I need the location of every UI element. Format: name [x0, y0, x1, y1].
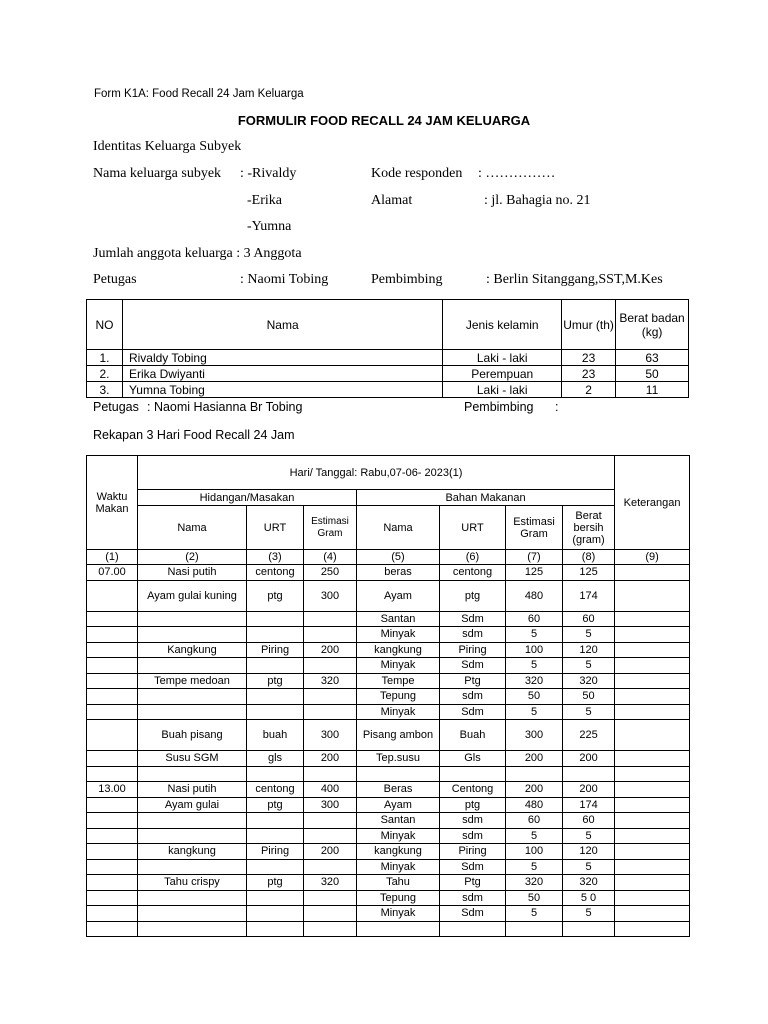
meal-time-cell: [87, 658, 138, 674]
recall-row: [87, 565, 690, 581]
members-table: [86, 299, 689, 398]
dish-estimate-cell: [304, 906, 357, 922]
respondent-code-value: : ……………: [478, 166, 556, 181]
dish-urt-cell: [247, 921, 304, 937]
notes-cell: [615, 766, 690, 782]
ingredient-urt-cell: ptg: [440, 580, 506, 611]
recall-row: [87, 890, 690, 906]
dish-urt-cell: Piring: [247, 642, 304, 658]
notes-cell: [615, 921, 690, 937]
recall-row: [87, 813, 690, 829]
ingredient-urt-cell: sdm: [440, 890, 506, 906]
header-ingredient-urt: URT: [440, 506, 506, 550]
dish-name-cell: [138, 906, 247, 922]
dish-urt-cell: [247, 704, 304, 720]
recap-title: Rekapan 3 Hari Food Recall 24 Jam: [93, 428, 295, 442]
ingredient-urt-cell: sdm: [440, 813, 506, 829]
header-dish-estimate: Estimasi Gram: [304, 506, 357, 550]
ingredient-net-weight-cell: 200: [563, 751, 615, 767]
member-weight: 50: [616, 366, 689, 382]
recall-row: [87, 642, 690, 658]
ingredient-urt-cell: Ptg: [440, 673, 506, 689]
notes-cell: [615, 875, 690, 891]
ingredient-estimate-cell: 50: [506, 890, 563, 906]
notes-cell: [615, 751, 690, 767]
recall-row: [87, 673, 690, 689]
dish-urt-cell: [247, 828, 304, 844]
notes-cell: [615, 890, 690, 906]
member-age: 23: [562, 366, 616, 382]
dish-name-cell: [138, 627, 247, 643]
ingredient-urt-cell: Piring: [440, 642, 506, 658]
meal-time-cell: [87, 890, 138, 906]
meal-time-cell: [87, 875, 138, 891]
ingredient-net-weight-cell: 174: [563, 580, 615, 611]
recall-row: [87, 751, 690, 767]
member-gender: Laki - laki: [443, 350, 562, 366]
dish-name-cell: Tempe medoan: [138, 673, 247, 689]
recall-row: [87, 766, 690, 782]
meal-time-cell: 07.00: [87, 565, 138, 581]
dish-name-cell: Kangkung: [138, 642, 247, 658]
dish-estimate-cell: [304, 828, 357, 844]
ingredient-estimate-cell: 480: [506, 580, 563, 611]
ingredient-estimate-cell: 50: [506, 689, 563, 705]
notes-cell: [615, 844, 690, 860]
notes-cell: [615, 611, 690, 627]
meal-time-cell: [87, 673, 138, 689]
column-number: (6): [440, 550, 506, 565]
header-name: Nama: [122, 300, 442, 350]
ingredient-urt-cell: Piring: [440, 844, 506, 860]
meal-time-cell: [87, 813, 138, 829]
notes-cell: [615, 627, 690, 643]
dish-name-cell: [138, 859, 247, 875]
ingredient-net-weight-cell: 50: [563, 689, 615, 705]
family-name-label: Nama keluarga subyek: [93, 166, 222, 181]
ingredient-estimate-cell: 125: [506, 565, 563, 581]
dish-name-cell: [138, 704, 247, 720]
ingredient-name-cell: kangkung: [357, 642, 440, 658]
ingredient-estimate-cell: 300: [506, 720, 563, 751]
ingredient-name-cell: Ayam: [357, 797, 440, 813]
ingredient-urt-cell: [440, 766, 506, 782]
notes-cell: [615, 642, 690, 658]
notes-cell: [615, 828, 690, 844]
notes-cell: [615, 704, 690, 720]
notes-cell: [615, 813, 690, 829]
member-count: Jumlah anggota keluarga : 3 Anggota: [93, 246, 302, 261]
member-no: 1.: [87, 350, 123, 366]
meal-time-cell: [87, 704, 138, 720]
ingredient-net-weight-cell: 125: [563, 565, 615, 581]
dish-estimate-cell: 300: [304, 797, 357, 813]
notes-cell: [615, 782, 690, 798]
meal-time-cell: [87, 828, 138, 844]
ingredient-name-cell: [357, 766, 440, 782]
ingredient-net-weight-cell: 200: [563, 782, 615, 798]
dish-name-cell: [138, 921, 247, 937]
ingredient-net-weight-cell: 320: [563, 875, 615, 891]
dish-urt-cell: Piring: [247, 844, 304, 860]
dish-urt-cell: buah: [247, 720, 304, 751]
ingredient-estimate-cell: [506, 921, 563, 937]
ingredient-urt-cell: Sdm: [440, 906, 506, 922]
dish-name-cell: Ayam gulai kuning: [138, 580, 247, 611]
ingredient-estimate-cell: 5: [506, 906, 563, 922]
officer-line-supervisor-value: :: [555, 400, 559, 414]
column-number: (8): [563, 550, 615, 565]
column-number: (3): [247, 550, 304, 565]
identity-heading: Identitas Keluarga Subyek: [93, 139, 242, 154]
dish-urt-cell: [247, 766, 304, 782]
ingredient-estimate-cell: 5: [506, 859, 563, 875]
ingredient-urt-cell: Buah: [440, 720, 506, 751]
notes-cell: [615, 720, 690, 751]
ingredient-estimate-cell: 200: [506, 751, 563, 767]
ingredient-urt-cell: Gls: [440, 751, 506, 767]
ingredient-net-weight-cell: [563, 766, 615, 782]
meal-time-cell: [87, 627, 138, 643]
ingredient-urt-cell: Sdm: [440, 704, 506, 720]
meal-time-cell: [87, 921, 138, 937]
ingredient-urt-cell: Sdm: [440, 859, 506, 875]
recall-row: [87, 689, 690, 705]
dish-urt-cell: ptg: [247, 580, 304, 611]
dish-estimate-cell: [304, 627, 357, 643]
ingredient-estimate-cell: 5: [506, 704, 563, 720]
member-row: [87, 366, 689, 382]
header-time: Waktu Makan: [87, 456, 138, 550]
dish-estimate-cell: 400: [304, 782, 357, 798]
meal-time-cell: [87, 859, 138, 875]
ingredient-net-weight-cell: 120: [563, 642, 615, 658]
ingredient-name-cell: Santan: [357, 813, 440, 829]
address-label: Alamat: [371, 193, 413, 208]
dish-urt-cell: ptg: [247, 673, 304, 689]
dish-estimate-cell: 300: [304, 720, 357, 751]
column-number: (9): [615, 550, 690, 565]
family-name-1: : -Rivaldy: [240, 166, 297, 181]
header-no: NO: [87, 300, 123, 350]
dish-name-cell: Susu SGM: [138, 751, 247, 767]
dish-estimate-cell: 200: [304, 751, 357, 767]
recall-row: [87, 627, 690, 643]
ingredient-name-cell: Minyak: [357, 859, 440, 875]
ingredient-estimate-cell: 100: [506, 642, 563, 658]
notes-cell: [615, 580, 690, 611]
dish-estimate-cell: 200: [304, 844, 357, 860]
ingredient-urt-cell: Sdm: [440, 658, 506, 674]
meal-time-cell: [87, 844, 138, 860]
officer-line-supervisor-label: Pembimbing: [464, 400, 534, 414]
ingredient-name-cell: Santan: [357, 611, 440, 627]
document-title: FORMULIR FOOD RECALL 24 JAM KELUARGA: [237, 113, 531, 128]
dish-estimate-cell: [304, 890, 357, 906]
dish-urt-cell: gls: [247, 751, 304, 767]
officer-value: : Naomi Tobing: [240, 272, 329, 287]
dish-name-cell: [138, 828, 247, 844]
header-weight: Berat badan (kg): [616, 300, 689, 350]
notes-cell: [615, 689, 690, 705]
dish-estimate-cell: 250: [304, 565, 357, 581]
recall-row: [87, 797, 690, 813]
dish-estimate-cell: [304, 859, 357, 875]
meal-time-cell: [87, 720, 138, 751]
dish-estimate-cell: [304, 813, 357, 829]
header-dish-name: Nama: [138, 506, 247, 550]
dish-estimate-cell: [304, 689, 357, 705]
ingredient-net-weight-cell: 60: [563, 611, 615, 627]
ingredient-urt-cell: centong: [440, 565, 506, 581]
recall-row: [87, 844, 690, 860]
ingredient-estimate-cell: 320: [506, 875, 563, 891]
ingredient-name-cell: Minyak: [357, 658, 440, 674]
dish-urt-cell: [247, 658, 304, 674]
meal-time-cell: [87, 751, 138, 767]
ingredient-urt-cell: sdm: [440, 689, 506, 705]
header-gender: Jenis kelamin: [443, 300, 562, 350]
recall-row: [87, 704, 690, 720]
member-gender: Laki - laki: [443, 382, 562, 398]
meal-time-cell: 13.00: [87, 782, 138, 798]
member-age: 23: [562, 350, 616, 366]
ingredient-net-weight-cell: 5: [563, 828, 615, 844]
dish-urt-cell: [247, 859, 304, 875]
dish-estimate-cell: 300: [304, 580, 357, 611]
header-ingredient-net-weight: Berat bersih (gram): [563, 506, 615, 550]
ingredient-net-weight-cell: 174: [563, 797, 615, 813]
column-number: (5): [357, 550, 440, 565]
dish-name-cell: Tahu crispy: [138, 875, 247, 891]
family-name-2: -Erika: [247, 193, 282, 208]
ingredient-estimate-cell: 480: [506, 797, 563, 813]
header-ingredient-name: Nama: [357, 506, 440, 550]
ingredient-name-cell: kangkung: [357, 844, 440, 860]
dish-urt-cell: ptg: [247, 797, 304, 813]
member-no: 2.: [87, 366, 123, 382]
dish-name-cell: Buah pisang: [138, 720, 247, 751]
dish-urt-cell: [247, 890, 304, 906]
member-age: 2: [562, 382, 616, 398]
recall-row: [87, 720, 690, 751]
header-notes: Keterangan: [615, 456, 690, 550]
ingredient-urt-cell: Sdm: [440, 611, 506, 627]
meal-time-cell: [87, 797, 138, 813]
dish-estimate-cell: 200: [304, 642, 357, 658]
notes-cell: [615, 797, 690, 813]
ingredient-name-cell: Tep.susu: [357, 751, 440, 767]
notes-cell: [615, 673, 690, 689]
ingredient-net-weight-cell: [563, 921, 615, 937]
ingredient-name-cell: Ayam: [357, 580, 440, 611]
header-ingredient-group: Bahan Makanan: [357, 490, 615, 506]
dish-estimate-cell: [304, 611, 357, 627]
ingredient-net-weight-cell: 5: [563, 627, 615, 643]
dish-estimate-cell: 320: [304, 875, 357, 891]
dish-estimate-cell: 320: [304, 673, 357, 689]
recall-row: [87, 828, 690, 844]
ingredient-urt-cell: ptg: [440, 797, 506, 813]
dish-urt-cell: ptg: [247, 875, 304, 891]
dish-name-cell: [138, 890, 247, 906]
officer-line-label: Petugas: [93, 400, 139, 414]
header-day: Hari/ Tanggal: Rabu,07-06- 2023(1): [138, 456, 615, 490]
dish-urt-cell: [247, 906, 304, 922]
ingredient-net-weight-cell: 5 0: [563, 890, 615, 906]
dish-estimate-cell: [304, 658, 357, 674]
dish-urt-cell: [247, 813, 304, 829]
dish-urt-cell: [247, 627, 304, 643]
notes-cell: [615, 658, 690, 674]
dish-name-cell: [138, 813, 247, 829]
header-ingredient-estimate: Estimasi Gram: [506, 506, 563, 550]
header-dish-group: Hidangan/Masakan: [138, 490, 357, 506]
dish-name-cell: kangkung: [138, 844, 247, 860]
recall-row: [87, 782, 690, 798]
dish-name-cell: Nasi putih: [138, 565, 247, 581]
recall-row: [87, 875, 690, 891]
ingredient-estimate-cell: 100: [506, 844, 563, 860]
member-no: 3.: [87, 382, 123, 398]
ingredient-estimate-cell: 5: [506, 658, 563, 674]
ingredient-net-weight-cell: 5: [563, 859, 615, 875]
ingredient-estimate-cell: 320: [506, 673, 563, 689]
member-gender: Perempuan: [443, 366, 562, 382]
ingredient-name-cell: Beras: [357, 782, 440, 798]
ingredient-urt-cell: Ptg: [440, 875, 506, 891]
recall-row: [87, 580, 690, 611]
supervisor-value: : Berlin Sitanggang,SST,M.Kes: [486, 272, 663, 287]
member-name: Yumna Tobing: [122, 382, 442, 398]
recall-row: [87, 658, 690, 674]
ingredient-name-cell: Minyak: [357, 627, 440, 643]
recall-row: [87, 611, 690, 627]
member-name: Erika Dwiyanti: [122, 366, 442, 382]
ingredient-net-weight-cell: 5: [563, 906, 615, 922]
respondent-code-label: Kode responden: [371, 166, 463, 181]
ingredient-name-cell: Minyak: [357, 704, 440, 720]
dish-urt-cell: [247, 689, 304, 705]
dish-urt-cell: centong: [247, 782, 304, 798]
dish-name-cell: Ayam gulai: [138, 797, 247, 813]
officer-label: Petugas: [93, 272, 137, 287]
dish-urt-cell: [247, 611, 304, 627]
recall-row: [87, 921, 690, 937]
ingredient-estimate-cell: 5: [506, 627, 563, 643]
header-age: Umur (th): [562, 300, 616, 350]
ingredient-urt-cell: sdm: [440, 828, 506, 844]
notes-cell: [615, 859, 690, 875]
header-dish-urt: URT: [247, 506, 304, 550]
ingredient-net-weight-cell: 5: [563, 658, 615, 674]
column-number: (2): [138, 550, 247, 565]
ingredient-urt-cell: sdm: [440, 627, 506, 643]
form-code: Form K1A: Food Recall 24 Jam Keluarga: [94, 88, 304, 100]
member-row: [87, 350, 689, 366]
member-weight: 11: [616, 382, 689, 398]
supervisor-label: Pembimbing: [371, 272, 443, 287]
member-name: Rivaldy Tobing: [122, 350, 442, 366]
ingredient-net-weight-cell: 225: [563, 720, 615, 751]
notes-cell: [615, 565, 690, 581]
ingredient-name-cell: Tepung: [357, 689, 440, 705]
ingredient-name-cell: Minyak: [357, 906, 440, 922]
member-weight: 63: [616, 350, 689, 366]
ingredient-net-weight-cell: 320: [563, 673, 615, 689]
column-number: (1): [87, 550, 138, 565]
ingredient-urt-cell: Centong: [440, 782, 506, 798]
meal-time-cell: [87, 689, 138, 705]
ingredient-urt-cell: [440, 921, 506, 937]
member-row: [87, 382, 689, 398]
ingredient-estimate-cell: 200: [506, 782, 563, 798]
ingredient-net-weight-cell: 5: [563, 704, 615, 720]
ingredient-name-cell: Tahu: [357, 875, 440, 891]
column-number: (7): [506, 550, 563, 565]
ingredient-estimate-cell: [506, 766, 563, 782]
dish-name-cell: [138, 689, 247, 705]
dish-estimate-cell: [304, 766, 357, 782]
meal-time-cell: [87, 580, 138, 611]
officer-line-value: : Naomi Hasianna Br Tobing: [147, 400, 303, 414]
meal-time-cell: [87, 906, 138, 922]
ingredient-name-cell: Pisang ambon: [357, 720, 440, 751]
notes-cell: [615, 906, 690, 922]
ingredient-net-weight-cell: 120: [563, 844, 615, 860]
dish-name-cell: [138, 611, 247, 627]
ingredient-net-weight-cell: 60: [563, 813, 615, 829]
ingredient-name-cell: Minyak: [357, 828, 440, 844]
ingredient-estimate-cell: 60: [506, 813, 563, 829]
dish-name-cell: [138, 658, 247, 674]
recall-row: [87, 859, 690, 875]
meal-time-cell: [87, 611, 138, 627]
recall-table: [86, 455, 690, 937]
ingredient-name-cell: beras: [357, 565, 440, 581]
dish-estimate-cell: [304, 921, 357, 937]
dish-estimate-cell: [304, 704, 357, 720]
ingredient-name-cell: Tepung: [357, 890, 440, 906]
dish-name-cell: Nasi putih: [138, 782, 247, 798]
dish-name-cell: [138, 766, 247, 782]
ingredient-estimate-cell: 5: [506, 828, 563, 844]
dish-urt-cell: centong: [247, 565, 304, 581]
ingredient-name-cell: [357, 921, 440, 937]
recall-row: [87, 906, 690, 922]
address-value: : jl. Bahagia no. 21: [484, 193, 591, 208]
column-number: (4): [304, 550, 357, 565]
family-name-3: -Yumna: [247, 219, 292, 234]
ingredient-estimate-cell: 60: [506, 611, 563, 627]
ingredient-name-cell: Tempe: [357, 673, 440, 689]
meal-time-cell: [87, 766, 138, 782]
meal-time-cell: [87, 642, 138, 658]
